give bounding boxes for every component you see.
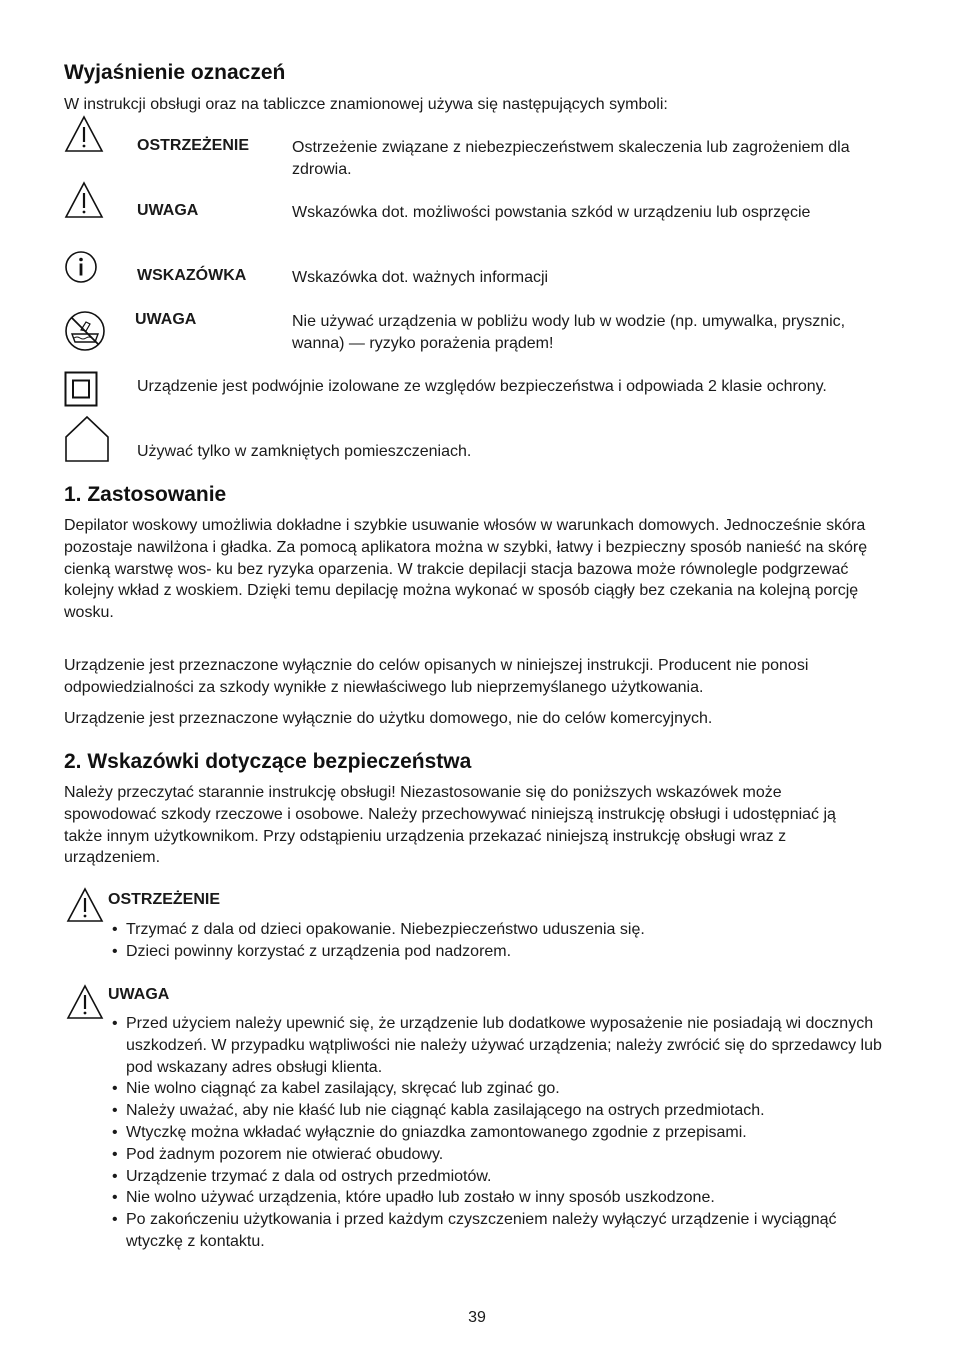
section1-title: 1. Zastosowanie xyxy=(64,483,227,506)
warning-list xyxy=(112,919,872,963)
info-circle-icon xyxy=(64,250,98,284)
list-item: • Należy uważać, aby nie kłaść lub nie ciągnąć kabla zasilającego na ostrych przedmiotach. xyxy=(112,1100,884,1122)
house-icon xyxy=(64,415,110,463)
section1-paragraph-3: Urządzenie jest przeznaczone wyłącznie do użytku domowego, nie do celów komercyjnych. xyxy=(64,710,713,727)
caution-list xyxy=(112,1013,884,1253)
section1-paragraph-1: Depilator woskowy umożliwia dokładne i szybkie usuwanie włosów w warunkach domowych. Jednocześnie skóra pozostaje nawilżona i gładka. Za pomocą aplikatora można w szybki, łatwy i bezpieczny sposób nanieść na skórę cienką warstwę wos- ku bez ryzyka oparzenia. W trakcie depilacji stacja bazowa może równolegle podgrzewać kolejny wkład z woskiem. Dzięki temu depilację można wykonać w sposób ciągły bez czekania na kolejną porcję wosku. xyxy=(64,517,868,622)
list-item: • Nie wolno ciągnąć za kabel zasilający, skręcać lub zginać go. xyxy=(112,1078,884,1100)
no-water-bath-icon xyxy=(64,310,106,352)
symbol-label-caution: UWAGA xyxy=(137,202,199,219)
symbol-desc-caution: Wskazówka dot. możliwości powstania szkód w urządzeniu lub osprzęcie xyxy=(292,204,811,221)
warning-triangle-icon xyxy=(64,181,104,219)
warning-triangle-icon xyxy=(66,984,104,1020)
symbol-desc-indoor: Używać tylko w zamkniętych pomieszczeniach. xyxy=(137,443,472,460)
list-item: • Pod żadnym pozorem nie otwierać obudowy. xyxy=(112,1144,884,1166)
list-item: • Urządzenie trzymać z dala od ostrych przedmiotów. xyxy=(112,1166,884,1188)
list-item: • Wtyczkę można wkładać wyłącznie do gniazdka zamontowanego zgodnie z przepisami. xyxy=(112,1122,884,1144)
symbol-desc-warning: Ostrzeżenie związane z niebezpieczeństwem skaleczenia lub zagrożeniem dla zdrowia. xyxy=(292,139,850,178)
list-item: • Dzieci powinny korzystać z urządzenia pod nadzorem. xyxy=(112,941,872,963)
section1-paragraph-2: Urządzenie jest przeznaczone wyłącznie do celów opisanych w niniejszej instrukcji. Producent nie ponosi odpowiedzialności za szkody wynikłe z niewłaściwego lub nieprzemyślanego użytkowania. xyxy=(64,657,809,696)
double-insulation-icon xyxy=(64,371,98,407)
symbol-desc-water: Nie używać urządzenia w pobliżu wody lub w wodzie (np. umywalka, prysznic, wanna) — ryzyko porażenia prądem! xyxy=(292,313,846,352)
symbols-intro: W instrukcji obsługi oraz na tabliczce znamionowej używa się następujących symboli: xyxy=(64,96,668,113)
section2-title: 2. Wskazówki dotyczące bezpieczeństwa xyxy=(64,750,472,773)
list-item: • Trzymać z dala od dzieci opakowanie. Niebezpieczeństwo uduszenia się. xyxy=(112,919,872,941)
warning-label: OSTRZEŻENIE xyxy=(108,891,221,908)
symbols-title: Wyjaśnienie oznaczeń xyxy=(64,61,286,84)
list-item: • Przed użyciem należy upewnić się, że urządzenie lub dodatkowe wyposażenie nie posiadają wi docznych uszkodzeń. W przypadku wątpliwości nie należy używać urządzenia; należy zwrócić się do sprzedawcy lub pod wskazany adres obsługi klienta. xyxy=(112,1013,884,1078)
symbol-label-hint: WSKAZÓWKA xyxy=(137,267,247,284)
symbol-desc-insulation: Urządzenie jest podwójnie izolowane ze względów bezpieczeństwa i odpowiada 2 klasie ochrony. xyxy=(137,378,827,395)
symbol-desc-hint: Wskazówka dot. ważnych informacji xyxy=(292,269,549,286)
symbol-label-warning: OSTRZEŻENIE xyxy=(137,137,250,154)
list-item: • Po zakończeniu użytkowania i przed każdym czyszczeniem należy wyłączyć urządzenie i wyciągnąć wtyczkę z kontaktu. xyxy=(112,1209,884,1253)
warning-triangle-icon xyxy=(66,887,104,923)
caution-label: UWAGA xyxy=(108,986,170,1003)
page-number: 39 xyxy=(468,1309,486,1326)
warning-triangle-icon xyxy=(64,115,104,153)
section2-intro: Należy przeczytać starannie instrukcję obsługi! Niezastosowanie się do poniższych wskazówek może spowodować szkody rzeczowe i osobowe. Należy przechowywać niniejszą instrukcję obsługi i udostępniać ją także innym użytkownikom. Przy odstąpieniu urządzenia przekazać niniejszą instrukcję obsługi wraz z urządzeniem. xyxy=(64,784,836,867)
list-item: • Nie wolno używać urządzenia, które upadło lub zostało w inny sposób uszkodzone. xyxy=(112,1187,884,1209)
symbol-label-water: UWAGA xyxy=(135,311,197,328)
